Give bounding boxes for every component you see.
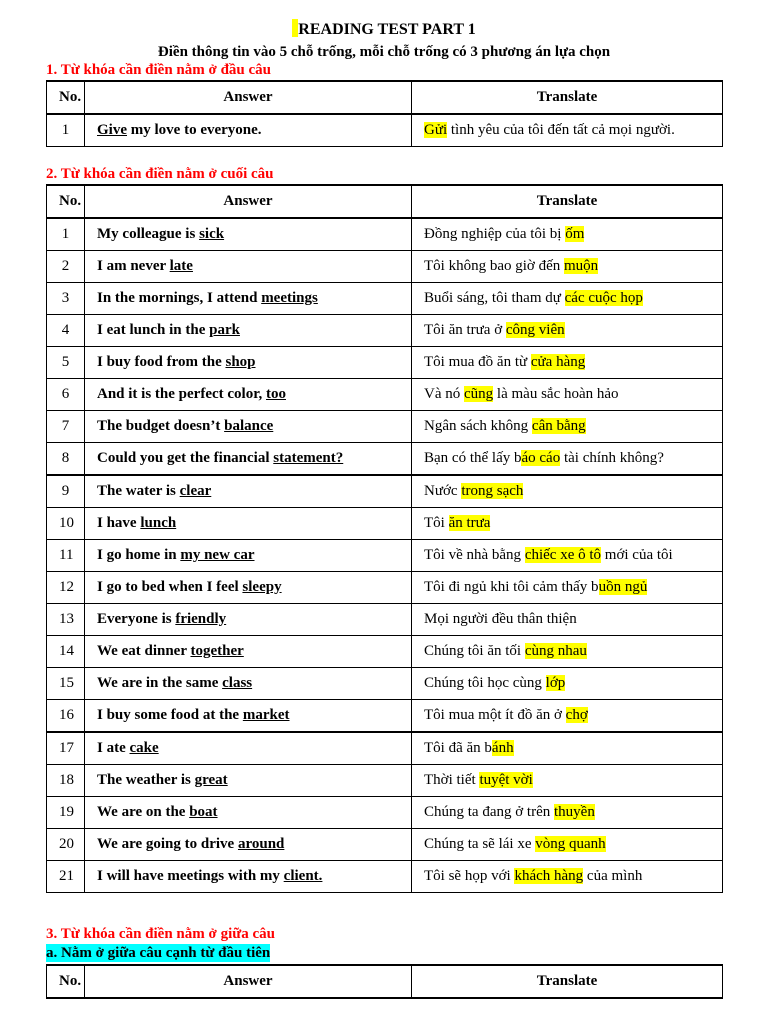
row-number: 18 [47, 765, 85, 797]
translate-cell [412, 604, 723, 636]
translate-cell [412, 508, 723, 540]
keyword-underlined: clear [179, 483, 212, 499]
keyword-highlight: thuyền [554, 804, 595, 820]
answer-cell [85, 114, 412, 147]
table-row [47, 829, 723, 861]
text-segment: We are going to drive [97, 836, 238, 852]
keyword-highlight: cũng [464, 386, 494, 402]
text-segment: Tôi ăn trưa ở [424, 322, 506, 338]
translate-cell [412, 797, 723, 829]
header-answer: Answer [85, 965, 412, 998]
row-number: 11 [47, 540, 85, 572]
answer-cell [85, 411, 412, 443]
translate-cell [412, 315, 723, 347]
row-number: 1 [47, 114, 85, 147]
text-segment: We are on the [97, 804, 190, 820]
row-number: 20 [47, 829, 85, 861]
answer-cell [85, 700, 412, 733]
text-segment: Nước [424, 483, 462, 499]
translate-cell [412, 114, 723, 147]
table-row [47, 636, 723, 668]
keyword-highlight: uồn ngủ [598, 579, 648, 595]
table-row [47, 283, 723, 315]
translate-cell [412, 540, 723, 572]
row-number: 4 [47, 315, 85, 347]
section-2-heading: 2. Từ khóa cần điền nằm ở cuối câu [46, 166, 274, 182]
answer-cell [85, 797, 412, 829]
row-number: 9 [47, 475, 85, 508]
answer-cell [85, 443, 412, 476]
header-no: No. [47, 81, 85, 114]
text-segment: Tôi đã ăn b [424, 740, 492, 756]
text-segment: My colleague is [97, 226, 200, 242]
header-answer: Answer [85, 81, 412, 114]
header-no: No. [47, 965, 85, 998]
keyword-highlight: ăn trưa [448, 515, 491, 531]
text-segment: I eat lunch in the [97, 322, 210, 338]
translate-cell [412, 475, 723, 508]
keyword-highlight: cửa hàng [530, 354, 586, 370]
text-segment: mới của tôi [601, 547, 673, 563]
header-translate: Translate [412, 81, 723, 114]
section-2-rows [47, 218, 723, 893]
keyword-underlined: client. [283, 868, 323, 884]
translate-cell [412, 251, 723, 283]
translate-cell [412, 572, 723, 604]
answer-cell [85, 283, 412, 315]
keyword-underlined: lunch [140, 515, 177, 531]
answer-cell [85, 861, 412, 893]
answer-cell [85, 540, 412, 572]
text-segment: The budget doesn’t [97, 418, 225, 434]
keyword-underlined: great [194, 772, 228, 788]
translate-cell [412, 700, 723, 733]
text-segment: Chúng ta đang ở trên [424, 804, 554, 820]
header-no: No. [47, 185, 85, 218]
keyword-underlined: boat [189, 804, 218, 820]
keyword-underlined: park [209, 322, 240, 338]
table-header-row [47, 81, 723, 114]
text-segment: The weather is [97, 772, 195, 788]
keyword-underlined: late [169, 258, 193, 274]
keyword-highlight: các cuộc họp [564, 290, 643, 306]
row-number: 3 [47, 283, 85, 315]
table-row [47, 700, 723, 733]
table-row [47, 861, 723, 893]
row-number: 5 [47, 347, 85, 379]
row-number: 19 [47, 797, 85, 829]
text-segment: Could you get the financial [97, 450, 274, 466]
keyword-highlight: ánh [491, 740, 514, 756]
section-1-rows [47, 114, 723, 147]
table-row [47, 218, 723, 251]
text-segment: We are in the same [97, 675, 223, 691]
translate-cell [412, 829, 723, 861]
page-subtitle: Điền thông tin vào 5 chỗ trống, mỗi chỗ trống có 3 phương án lựa chọn [157, 44, 611, 60]
keyword-underlined: shop [225, 354, 256, 370]
table-row [47, 765, 723, 797]
text-segment: I will have meetings with my [97, 868, 284, 884]
text-segment: Tôi mua đồ ăn từ [424, 354, 531, 370]
table-header-row [47, 185, 723, 218]
keyword-highlight: công viên [505, 322, 565, 338]
answer-cell [85, 572, 412, 604]
translate-cell [412, 379, 723, 411]
text-segment: Tôi đi ngủ khi tôi cảm thấy b [424, 579, 599, 595]
text-segment: I am never [97, 258, 170, 274]
section-2-table [46, 184, 723, 893]
header-answer: Answer [85, 185, 412, 218]
section-3-heading: 3. Từ khóa cần điền nằm ở giữa câu [46, 926, 275, 942]
text-segment: tình yêu của tôi đến tất cả mọi người. [447, 122, 675, 138]
text-segment: Chúng tôi ăn tối [424, 643, 525, 659]
header-translate: Translate [412, 185, 723, 218]
translate-cell [412, 732, 723, 765]
answer-cell [85, 218, 412, 251]
row-number: 8 [47, 443, 85, 476]
text-segment: I buy food from the [97, 354, 226, 370]
keyword-underlined: sick [199, 226, 225, 242]
row-number: 7 [47, 411, 85, 443]
text-segment: And it is the perfect color, [97, 386, 266, 402]
section-1-heading: 1. Từ khóa cần điền nằm ở đầu câu [46, 62, 272, 78]
answer-cell [85, 604, 412, 636]
keyword-underlined: class [222, 675, 253, 691]
row-number: 17 [47, 732, 85, 765]
keyword-highlight: trong sạch [461, 483, 524, 499]
table-row [47, 443, 723, 476]
keyword-highlight: lớp [545, 675, 566, 691]
keyword-underlined: market [242, 707, 290, 723]
keyword-highlight: cân bằng [531, 418, 586, 434]
row-number: 13 [47, 604, 85, 636]
table-row [47, 347, 723, 379]
answer-cell [85, 668, 412, 700]
answer-cell [85, 732, 412, 765]
text-segment: tài chính không? [560, 450, 664, 466]
table-row [47, 379, 723, 411]
keyword-highlight: áo cáo [521, 450, 561, 466]
keyword-highlight: Gửi [424, 122, 448, 138]
row-number: 1 [47, 218, 85, 251]
text-segment: là màu sắc hoàn hảo [493, 386, 619, 402]
table-row [47, 572, 723, 604]
text-segment: I go to bed when I feel [97, 579, 243, 595]
answer-cell [85, 636, 412, 668]
text-segment: Ngân sách không [424, 418, 532, 434]
keyword-highlight: vòng quanh [535, 836, 606, 852]
text-segment: I buy some food at the [97, 707, 243, 723]
keyword-underlined: friendly [175, 611, 227, 627]
keyword-underlined: meetings [261, 290, 318, 306]
text-segment: Đồng nghiệp của tôi bị [424, 226, 566, 242]
table-row [47, 114, 723, 147]
keyword-highlight: muộn [564, 258, 599, 274]
text-segment: Chúng tôi học cùng [424, 675, 546, 691]
row-number: 12 [47, 572, 85, 604]
row-number: 14 [47, 636, 85, 668]
keyword-highlight: tuyệt vời [479, 772, 533, 788]
answer-cell [85, 315, 412, 347]
text-segment: Buổi sáng, tôi tham dự [424, 290, 565, 306]
row-number: 21 [47, 861, 85, 893]
keyword-highlight: chợ [565, 707, 588, 723]
keyword-highlight: cùng nhau [524, 643, 587, 659]
keyword-underlined: Give [97, 122, 127, 138]
table-row [47, 411, 723, 443]
row-number: 2 [47, 251, 85, 283]
table-row [47, 251, 723, 283]
text-segment: The water is [97, 483, 180, 499]
translate-cell [412, 861, 723, 893]
answer-cell [85, 475, 412, 508]
text-segment: I have [97, 515, 141, 531]
text-segment: my love to everyone. [127, 122, 262, 138]
keyword-underlined: balance [224, 418, 274, 434]
answer-cell [85, 508, 412, 540]
answer-cell [85, 765, 412, 797]
text-segment: Tôi không bao giờ đến [424, 258, 564, 274]
translate-cell [412, 347, 723, 379]
text-segment: Bạn có thể lấy b [424, 450, 522, 466]
text-segment: Thời tiết [424, 772, 480, 788]
answer-cell [85, 251, 412, 283]
table-row [47, 475, 723, 508]
table-row [47, 732, 723, 765]
text-segment: Mọi người đều thân thiện [424, 611, 577, 627]
table-row [47, 604, 723, 636]
translate-cell [412, 411, 723, 443]
translate-cell [412, 443, 723, 476]
text-segment: Chúng ta sẽ lái xe [424, 836, 536, 852]
section-1-table [46, 80, 723, 147]
translate-cell [412, 668, 723, 700]
table-row [47, 540, 723, 572]
row-number: 6 [47, 379, 85, 411]
keyword-underlined: statement? [273, 450, 344, 466]
answer-cell [85, 347, 412, 379]
table-row [47, 668, 723, 700]
header-translate: Translate [412, 965, 723, 998]
text-segment: Everyone is [97, 611, 176, 627]
translate-cell [412, 765, 723, 797]
text-segment: In the mornings, I attend [97, 290, 262, 306]
text-segment: I ate [97, 740, 130, 756]
row-number: 15 [47, 668, 85, 700]
table-header-row [47, 965, 723, 998]
translate-cell [412, 218, 723, 251]
row-number: 10 [47, 508, 85, 540]
keyword-highlight: chiếc xe ô tô [524, 547, 602, 563]
text-segment: Tôi về nhà bằng [424, 547, 525, 563]
keyword-underlined: cake [129, 740, 159, 756]
page-title: READING TEST PART 1 [0, 19, 768, 40]
text-segment: I go home in [97, 547, 181, 563]
text-segment: We eat dinner [97, 643, 191, 659]
text-segment: Tôi [424, 515, 449, 531]
translate-cell [412, 283, 723, 315]
translate-cell [412, 636, 723, 668]
table-row [47, 797, 723, 829]
keyword-underlined: too [266, 386, 286, 402]
answer-cell [85, 379, 412, 411]
keyword-highlight: ốm [565, 226, 585, 242]
keyword-underlined: around [237, 836, 285, 852]
answer-cell [85, 829, 412, 861]
keyword-underlined: together [190, 643, 244, 659]
text-segment: Tôi mua một ít đồ ăn ở [424, 707, 566, 723]
text-segment: Tôi sẽ họp với [424, 868, 515, 884]
keyword-underlined: my new car [180, 547, 255, 563]
section-3-table [46, 964, 723, 999]
table-row [47, 315, 723, 347]
section-3a-heading: a. Nằm ở giữa câu cạnh từ đầu tiên [46, 945, 271, 961]
text-segment: Và nó [424, 386, 464, 402]
text-segment: của mình [583, 868, 643, 884]
table-row [47, 508, 723, 540]
row-number: 16 [47, 700, 85, 733]
keyword-highlight: khách hàng [514, 868, 584, 884]
keyword-underlined: sleepy [242, 579, 282, 595]
